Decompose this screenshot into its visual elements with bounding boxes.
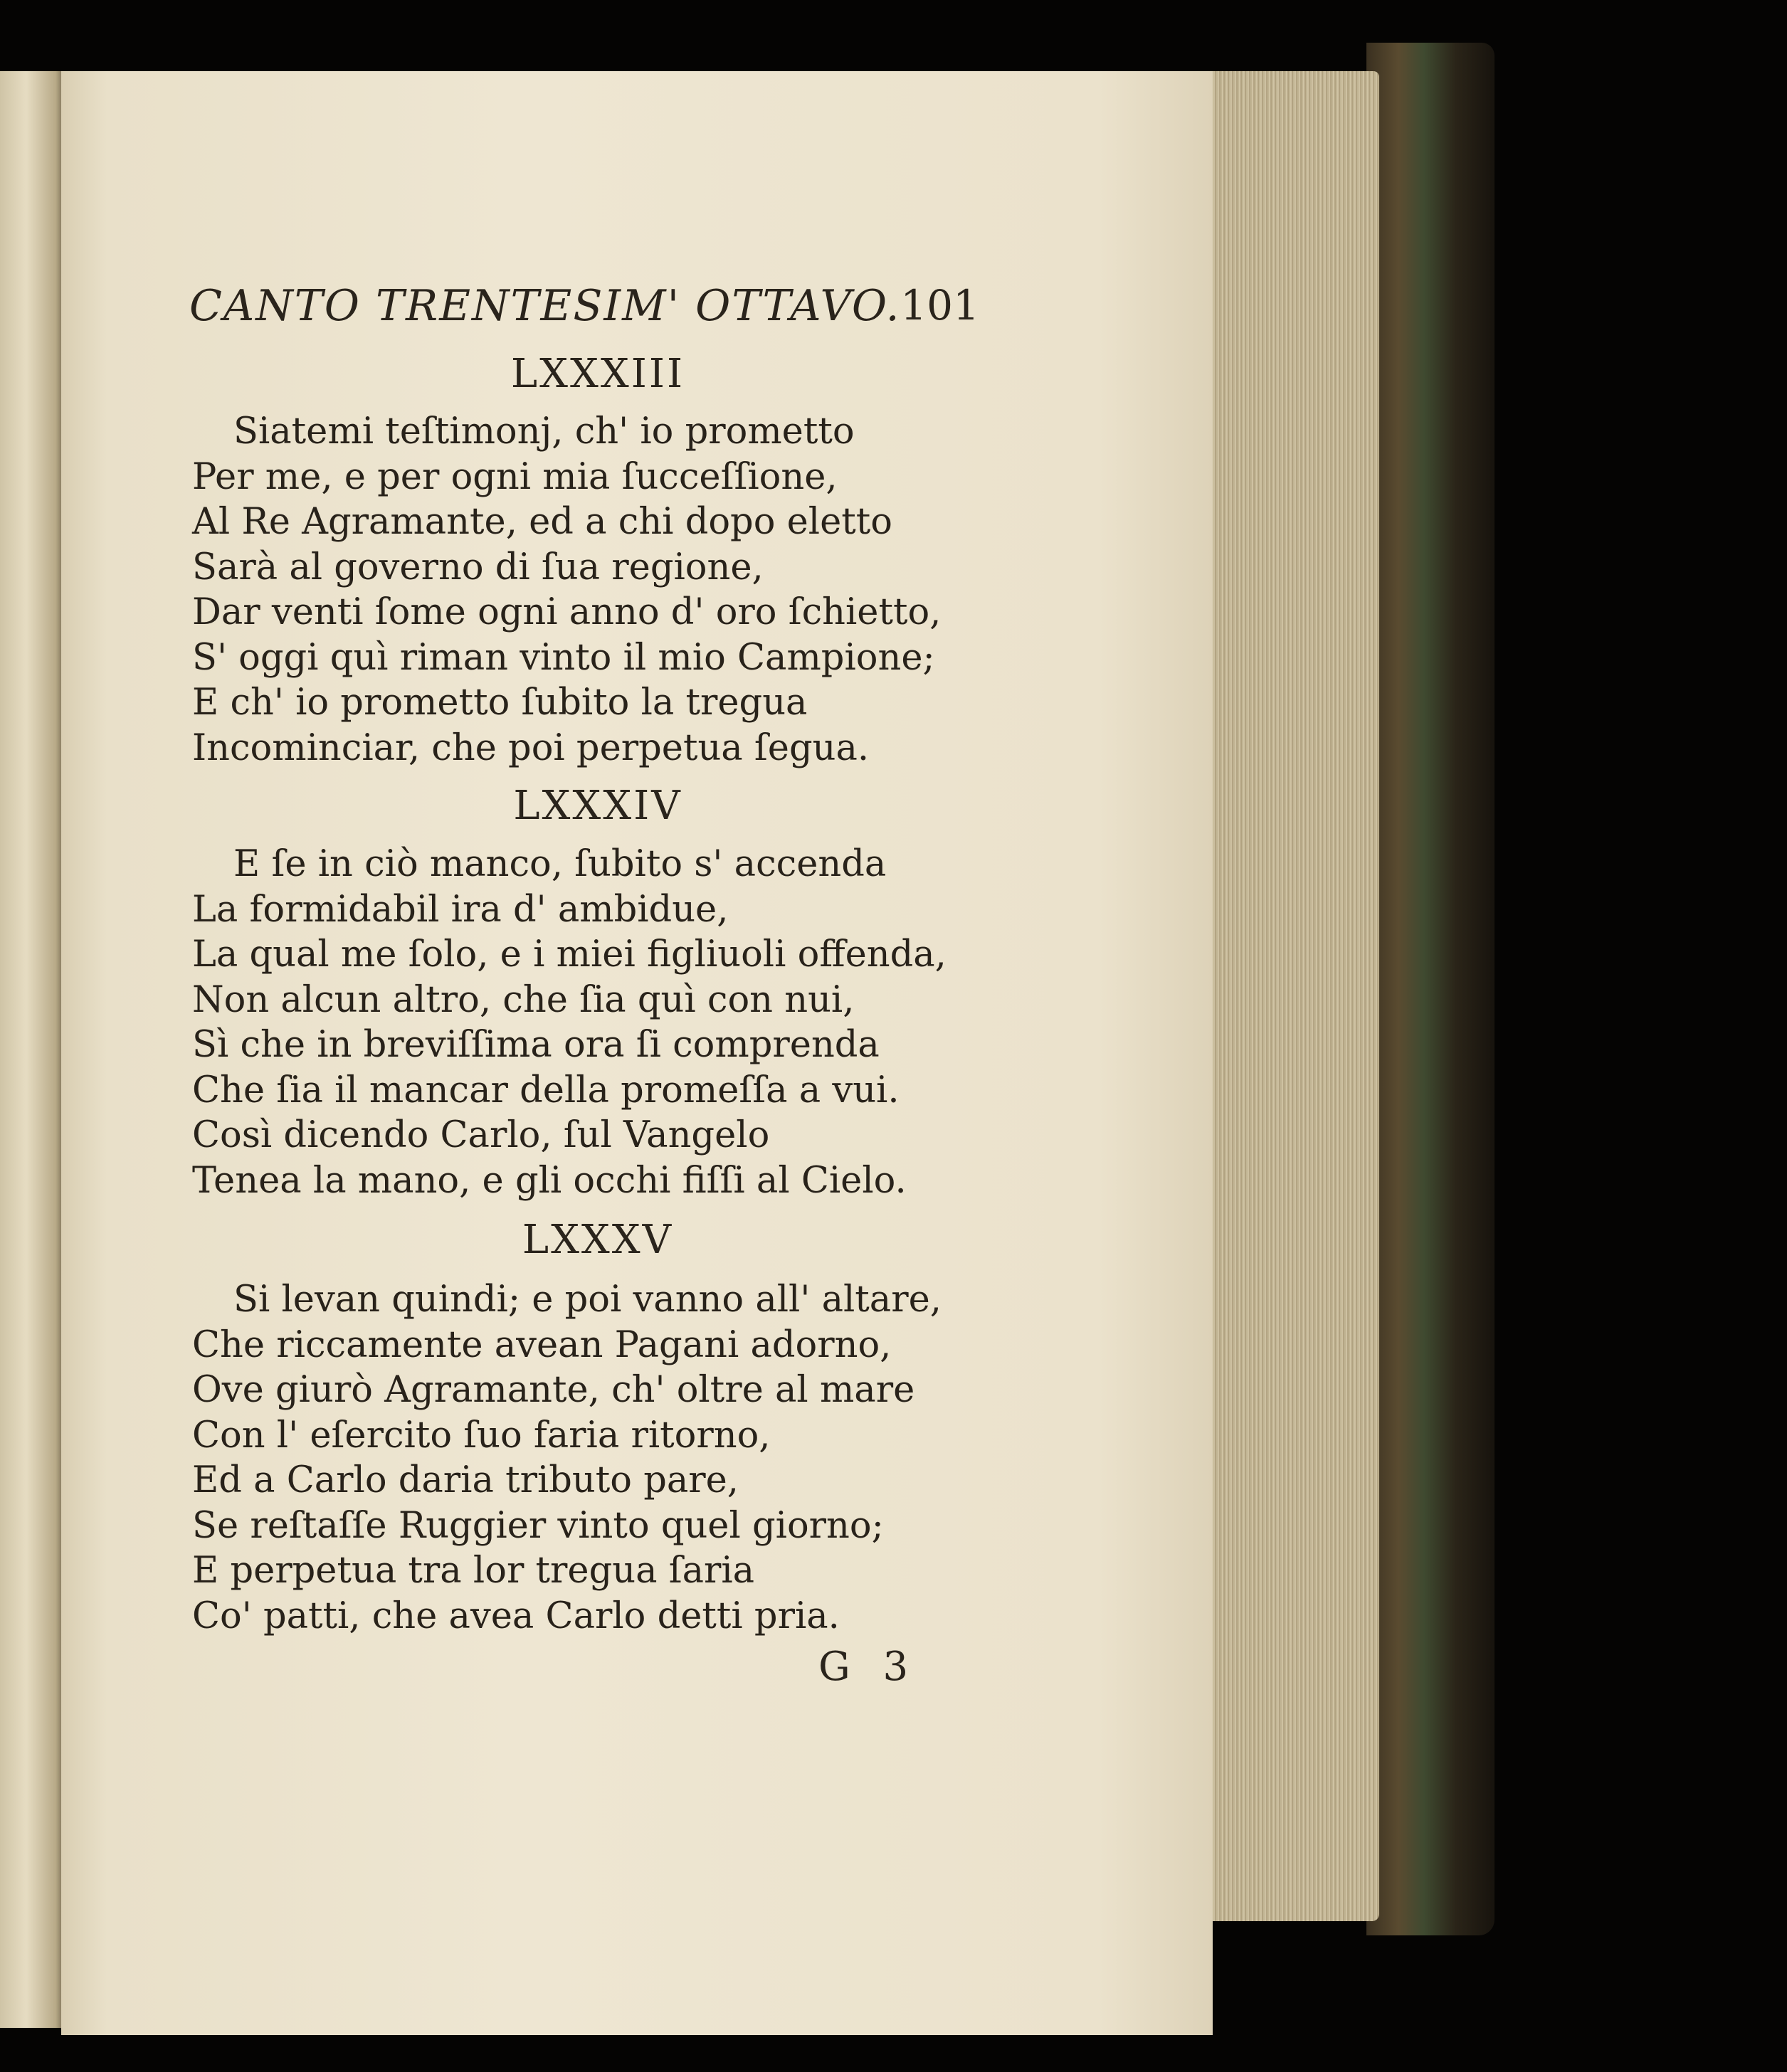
verse-line: Co' patti, che avea Carlo detti pria. — [192, 1595, 840, 1637]
facing-left-page — [0, 71, 65, 2028]
verse-line: Che riccamente avean Pagani adorno, — [192, 1323, 892, 1366]
stanza-number: LXXXV — [522, 1217, 674, 1263]
stanza-number: LXXXIII — [510, 351, 685, 397]
stanza-verse — [192, 1277, 1011, 1639]
verse-line: Incominciar, che poi perpetua ſegua. — [192, 726, 870, 769]
verse-line: Se reſtaſſe Ruggier vinto quel giorno; — [192, 1504, 884, 1547]
verse-line: E ſe in ciò manco, ſubito s' accenda — [233, 843, 887, 885]
stanza-verse — [192, 842, 1011, 1203]
verse-line: S' oggi quì riman vinto il mio Campione; — [192, 636, 935, 679]
verse-line: Al Re Agramante, ed a chi dopo eletto — [192, 501, 892, 543]
verse-line: Non alcun altro, che ſia quì con nui, — [192, 978, 855, 1021]
verse-line: Tenea la mano, e gli occhi fiſſi al Cielo. — [192, 1159, 907, 1202]
verse-line: La qual me ſolo, e i miei figliuoli offenda, — [192, 934, 947, 976]
stanza-number: LXXXIV — [513, 783, 682, 829]
running-header — [189, 281, 979, 352]
signature-mark: G 3 — [818, 1644, 919, 1690]
verse-line: La formidabil ira d' ambidue, — [192, 888, 729, 931]
page-number: 101 — [900, 281, 979, 329]
verse-line: Per me, e per ogni mia ſucceſſione, — [192, 455, 838, 498]
verse-line: Che ſia il mancar della promeſſa a vui. — [192, 1069, 900, 1111]
verse-line: Dar venti ſome ogni anno d' oro ſchietto, — [192, 591, 942, 633]
verse-line: Siatemi teſtimonj, ch' io prometto — [233, 411, 855, 453]
page-block-edges — [1208, 71, 1379, 1921]
verse-line: Con l' eſercito ſuo faria ritorno, — [192, 1414, 771, 1457]
verse-line: Ed a Carlo daria tributo pare, — [192, 1459, 739, 1501]
verse-line: Ove giurò Agramante, ch' oltre al mare — [192, 1369, 915, 1411]
verse-line: Così dicendo Carlo, ſul Vangelo — [192, 1114, 770, 1156]
stanza-verse — [192, 409, 1011, 771]
verse-line: Si levan quindi; e poi vanno all' altare, — [233, 1279, 942, 1321]
book-cover-edge — [1366, 43, 1495, 1935]
verse-line: Sì che in breviſſima ora ſi comprenda — [192, 1024, 880, 1066]
verse-line: E perpetua tra lor tregua ſaria — [192, 1550, 755, 1592]
verse-line: Sarà al governo di ſua regione, — [192, 546, 764, 588]
running-title: CANTO TRENTESIM' OTTAVO. — [189, 281, 901, 331]
verse-line: E ch' io prometto ſubito la tregua — [192, 682, 808, 724]
